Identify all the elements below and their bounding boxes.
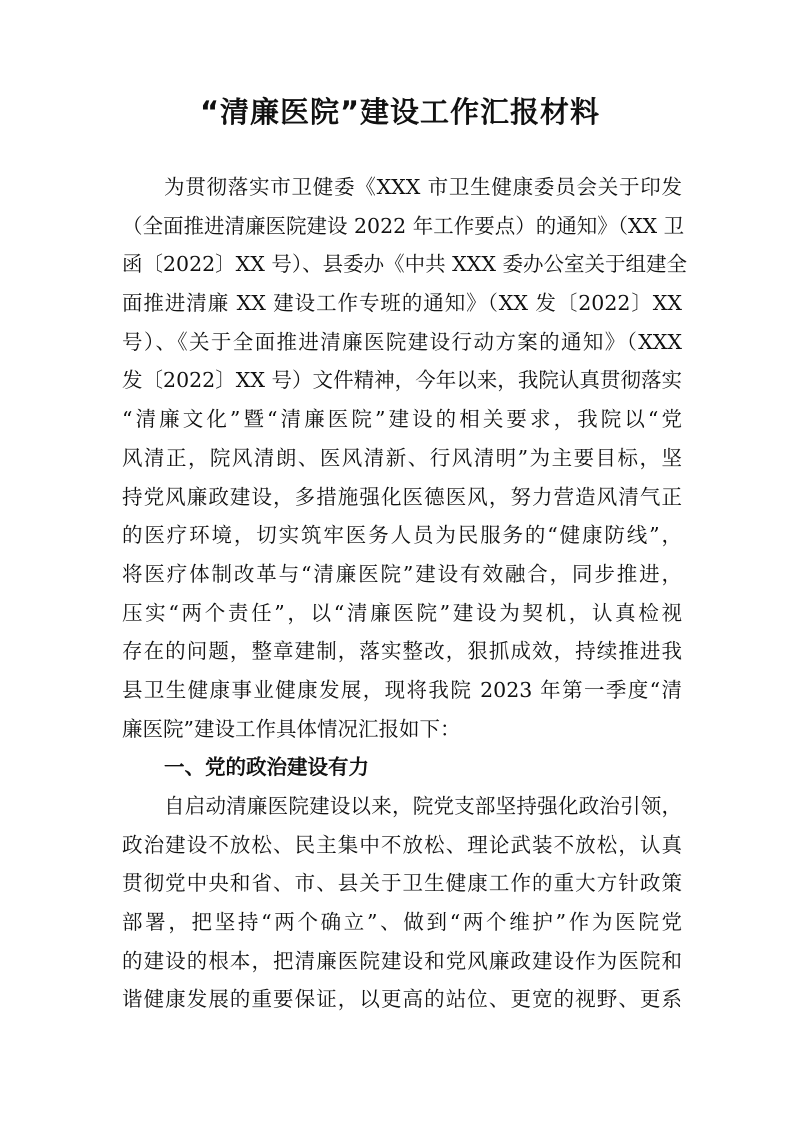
body-line: 为贯彻落实市卫健委《XXX 市卫生健康委员会关于印发 <box>164 175 682 199</box>
body-line: 号）、《关于全面推进清廉医院建设行动方案的通知》（XXX <box>122 329 682 354</box>
body-line: 廉医院”建设工作具体情况汇报如下： <box>122 716 461 741</box>
body-line: （全面推进清廉医院建设 2022 年工作要点）的通知》（XX 卫 <box>122 213 685 238</box>
document-title: “清廉医院”建设工作汇报材料 <box>199 95 601 129</box>
body-line: 面推进清廉 XX 建设工作专班的通知》（XX 发〔2022〕XX <box>122 291 682 316</box>
body-line: 的建设的根本，把清廉医院建设和党风廉政建设作为医院和 <box>122 948 682 973</box>
body-line: “清廉文化”暨“清廉医院”建设的相关要求，我院以“党 <box>122 407 682 432</box>
body-line: 存在的问题，整章建制，落实整改，狠抓成效，持续推进我 <box>122 639 682 664</box>
body-line: 函〔2022〕XX 号）、县委办《中共 XXX 委办公室关于组建全 <box>122 252 687 277</box>
document-body <box>122 168 687 1019</box>
body-line: 县卫生健康事业健康发展，现将我院 2023 年第一季度“清 <box>122 677 682 702</box>
body-line: 持党风廉政建设，多措施强化医德医风，努力营造风清气正 <box>122 484 682 509</box>
body-line: 贯彻党中央和省、市、县关于卫生健康工作的重大方针政策 <box>122 871 682 896</box>
body-line: 政治建设不放松、民主集中不放松、理论武装不放松，认真 <box>122 832 682 857</box>
body-line: 风清正，院风清朗、医风清新、行风清明”为主要目标，坚 <box>122 445 682 470</box>
body-line: 的医疗环境，切实筑牢医务人员为民服务的“健康防线”， <box>122 523 682 548</box>
body-line: 自启动清廉医院建设以来，院党支部坚持强化政治引领， <box>164 794 682 818</box>
body-line: 将医疗体制改革与“清廉医院”建设有效融合，同步推进， <box>122 561 682 586</box>
body-line: 谐健康发展的重要保证，以更高的站位、更宽的视野、更系 <box>122 987 682 1012</box>
body-line: 部署，把坚持“两个确立”、做到“两个维护”作为医院党 <box>122 910 682 935</box>
section-heading: 一、党的政治建设有力 <box>164 755 369 780</box>
body-line: 压实“两个责任”，以“清廉医院”建设为契机，认真检视 <box>122 600 682 625</box>
body-line: 发〔2022〕XX 号）文件精神，今年以来，我院认真贯彻落实 <box>122 368 682 393</box>
